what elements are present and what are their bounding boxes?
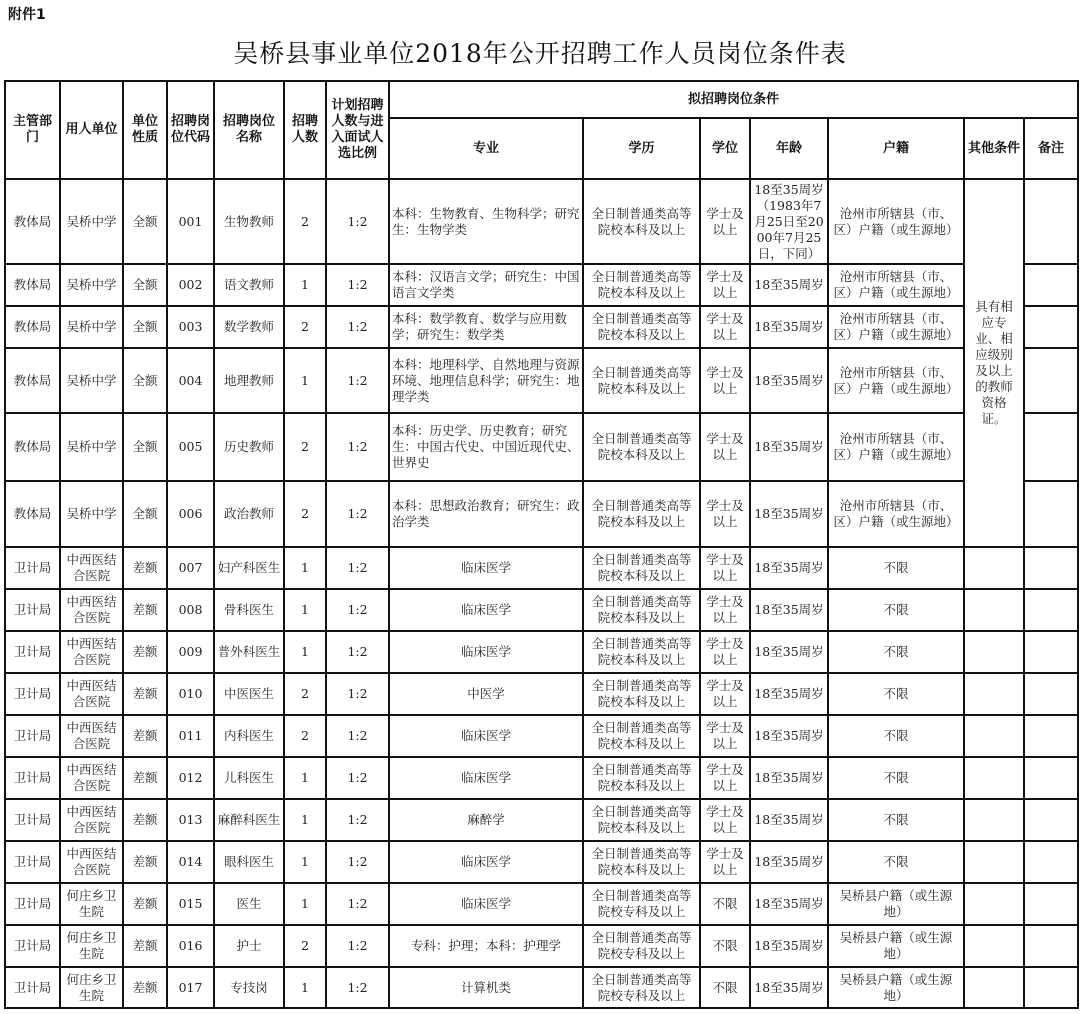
cell-dept: 卫计局 bbox=[5, 841, 60, 883]
cell-code: 009 bbox=[167, 631, 214, 673]
table-row bbox=[5, 264, 1078, 306]
cell-code: 001 bbox=[167, 179, 214, 264]
cell-nature: 差额 bbox=[123, 673, 167, 715]
cell-dept: 卫计局 bbox=[5, 967, 60, 1008]
cell-education: 全日制普通类高等院校本科及以上 bbox=[583, 264, 700, 306]
cell-remarks bbox=[1024, 757, 1078, 799]
recruitment-table bbox=[4, 80, 1079, 1009]
cell-count: 1 bbox=[284, 348, 326, 413]
cell-other bbox=[964, 589, 1024, 631]
cell-remarks bbox=[1024, 925, 1078, 967]
cell-other bbox=[964, 631, 1024, 673]
header-other: 其他条件 bbox=[964, 118, 1024, 179]
cell-remarks bbox=[1024, 883, 1078, 925]
cell-age: 18至35周岁 bbox=[750, 799, 828, 841]
cell-unit: 中西医结合医院 bbox=[60, 547, 123, 589]
table-row bbox=[5, 547, 1078, 589]
cell-post: 中医医生 bbox=[214, 673, 284, 715]
cell-age: 18至35周岁 bbox=[750, 925, 828, 967]
cell-count: 1 bbox=[284, 883, 326, 925]
cell-count: 1 bbox=[284, 589, 326, 631]
table-row bbox=[5, 967, 1078, 1008]
cell-dept: 卫计局 bbox=[5, 715, 60, 757]
table-row bbox=[5, 841, 1078, 883]
cell-nature: 全额 bbox=[123, 348, 167, 413]
cell-unit: 吴桥中学 bbox=[60, 413, 123, 481]
cell-education: 全日制普通类高等院校专科及以上 bbox=[583, 883, 700, 925]
cell-other bbox=[964, 715, 1024, 757]
cell-code: 015 bbox=[167, 883, 214, 925]
cell-nature: 差额 bbox=[123, 715, 167, 757]
cell-hukou: 吴桥县户籍（或生源地） bbox=[828, 967, 964, 1008]
table-row bbox=[5, 631, 1078, 673]
cell-dept: 卫计局 bbox=[5, 547, 60, 589]
cell-ratio: 1:2 bbox=[326, 715, 389, 757]
cell-count: 2 bbox=[284, 673, 326, 715]
cell-ratio: 1:2 bbox=[326, 413, 389, 481]
cell-hukou: 沧州市所辖县（市、区）户籍（或生源地） bbox=[828, 348, 964, 413]
cell-hukou: 不限 bbox=[828, 631, 964, 673]
cell-degree: 学士及以上 bbox=[700, 481, 750, 547]
cell-count: 2 bbox=[284, 306, 326, 348]
attachment-label: 附件1 bbox=[8, 7, 46, 23]
cell-age: 18至35周岁 bbox=[750, 757, 828, 799]
header-age: 年龄 bbox=[750, 118, 828, 179]
cell-other bbox=[964, 799, 1024, 841]
table-row bbox=[5, 757, 1078, 799]
cell-unit: 吴桥中学 bbox=[60, 179, 123, 264]
header-major: 专业 bbox=[389, 118, 583, 179]
cell-other bbox=[964, 757, 1024, 799]
page-title: 吴桥县事业单位2018年公开招聘工作人员岗位条件表 bbox=[233, 39, 847, 68]
cell-ratio: 1:2 bbox=[326, 799, 389, 841]
cell-age: 18至35周岁 bbox=[750, 306, 828, 348]
cell-degree: 学士及以上 bbox=[700, 348, 750, 413]
cell-education: 全日制普通类高等院校本科及以上 bbox=[583, 757, 700, 799]
cell-nature: 全额 bbox=[123, 264, 167, 306]
cell-code: 004 bbox=[167, 348, 214, 413]
cell-major: 临床医学 bbox=[389, 883, 583, 925]
table-row bbox=[5, 589, 1078, 631]
cell-remarks bbox=[1024, 264, 1078, 306]
cell-age: 18至35周岁 bbox=[750, 841, 828, 883]
cell-other bbox=[964, 841, 1024, 883]
cell-major: 本科：思想政治教育；研究生：政治学类 bbox=[389, 481, 583, 547]
cell-unit: 中西医结合医院 bbox=[60, 715, 123, 757]
cell-dept: 教体局 bbox=[5, 413, 60, 481]
cell-education: 全日制普通类高等院校本科及以上 bbox=[583, 673, 700, 715]
cell-nature: 差额 bbox=[123, 547, 167, 589]
cell-ratio: 1:2 bbox=[326, 841, 389, 883]
cell-post: 专技岗 bbox=[214, 967, 284, 1008]
cell-major: 临床医学 bbox=[389, 547, 583, 589]
cell-unit: 何庄乡卫生院 bbox=[60, 883, 123, 925]
cell-code: 010 bbox=[167, 673, 214, 715]
cell-remarks bbox=[1024, 715, 1078, 757]
header-code: 招聘岗位代码 bbox=[167, 81, 214, 179]
cell-other bbox=[964, 673, 1024, 715]
cell-count: 1 bbox=[284, 799, 326, 841]
cell-unit: 吴桥中学 bbox=[60, 264, 123, 306]
cell-ratio: 1:2 bbox=[326, 481, 389, 547]
cell-hukou: 不限 bbox=[828, 547, 964, 589]
cell-education: 全日制普通类高等院校本科及以上 bbox=[583, 547, 700, 589]
cell-remarks bbox=[1024, 631, 1078, 673]
cell-dept: 教体局 bbox=[5, 481, 60, 547]
cell-education: 全日制普通类高等院校专科及以上 bbox=[583, 967, 700, 1008]
cell-nature: 差额 bbox=[123, 841, 167, 883]
table-row bbox=[5, 883, 1078, 925]
cell-ratio: 1:2 bbox=[326, 757, 389, 799]
cell-major: 临床医学 bbox=[389, 589, 583, 631]
cell-age: 18至35周岁 bbox=[750, 547, 828, 589]
cell-unit: 何庄乡卫生院 bbox=[60, 925, 123, 967]
cell-degree: 学士及以上 bbox=[700, 757, 750, 799]
cell-nature: 差额 bbox=[123, 757, 167, 799]
cell-ratio: 1:2 bbox=[326, 547, 389, 589]
cell-post: 地理教师 bbox=[214, 348, 284, 413]
cell-hukou: 不限 bbox=[828, 589, 964, 631]
header-count: 招聘人数 bbox=[284, 81, 326, 179]
cell-post: 眼科医生 bbox=[214, 841, 284, 883]
header-ratio: 计划招聘人数与进入面试人选比例 bbox=[326, 81, 389, 179]
cell-code: 006 bbox=[167, 481, 214, 547]
cell-count: 2 bbox=[284, 715, 326, 757]
cell-post: 儿科医生 bbox=[214, 757, 284, 799]
cell-unit: 中西医结合医院 bbox=[60, 799, 123, 841]
cell-major: 麻醉学 bbox=[389, 799, 583, 841]
cell-count: 1 bbox=[284, 967, 326, 1008]
cell-major: 本科：汉语言文学；研究生：中国语言文学类 bbox=[389, 264, 583, 306]
cell-code: 012 bbox=[167, 757, 214, 799]
cell-other-teacher-certificate: 具有相应专业、相应级别及以上的教师资格证。 bbox=[964, 179, 1024, 547]
cell-dept: 卫计局 bbox=[5, 883, 60, 925]
cell-major: 本科：地理科学、自然地理与资源环境、地理信息科学；研究生：地理学类 bbox=[389, 348, 583, 413]
table-row bbox=[5, 179, 1078, 264]
cell-post: 政治教师 bbox=[214, 481, 284, 547]
cell-degree: 学士及以上 bbox=[700, 589, 750, 631]
table-row bbox=[5, 413, 1078, 481]
cell-age: 18至35周岁 bbox=[750, 348, 828, 413]
cell-remarks bbox=[1024, 589, 1078, 631]
cell-degree: 学士及以上 bbox=[700, 306, 750, 348]
cell-education: 全日制普通类高等院校本科及以上 bbox=[583, 306, 700, 348]
cell-post: 妇产科医生 bbox=[214, 547, 284, 589]
cell-age: 18至35周岁 bbox=[750, 413, 828, 481]
cell-degree: 学士及以上 bbox=[700, 715, 750, 757]
cell-hukou: 沧州市所辖县（市、区）户籍（或生源地） bbox=[828, 179, 964, 264]
cell-code: 007 bbox=[167, 547, 214, 589]
cell-hukou: 沧州市所辖县（市、区）户籍（或生源地） bbox=[828, 481, 964, 547]
cell-major: 临床医学 bbox=[389, 841, 583, 883]
table-row bbox=[5, 306, 1078, 348]
cell-ratio: 1:2 bbox=[326, 925, 389, 967]
cell-major: 临床医学 bbox=[389, 631, 583, 673]
cell-nature: 全额 bbox=[123, 481, 167, 547]
cell-nature: 全额 bbox=[123, 413, 167, 481]
cell-major: 本科：历史学、历史教育；研究生：中国古代史、中国近现代史、世界史 bbox=[389, 413, 583, 481]
cell-unit: 吴桥中学 bbox=[60, 481, 123, 547]
cell-other bbox=[964, 925, 1024, 967]
cell-remarks bbox=[1024, 967, 1078, 1008]
cell-dept: 卫计局 bbox=[5, 589, 60, 631]
cell-post: 内科医生 bbox=[214, 715, 284, 757]
cell-dept: 卫计局 bbox=[5, 925, 60, 967]
cell-count: 1 bbox=[284, 757, 326, 799]
cell-unit: 中西医结合医院 bbox=[60, 589, 123, 631]
cell-degree: 不限 bbox=[700, 967, 750, 1008]
cell-remarks bbox=[1024, 673, 1078, 715]
cell-post: 麻醉科医生 bbox=[214, 799, 284, 841]
cell-ratio: 1:2 bbox=[326, 673, 389, 715]
cell-count: 1 bbox=[284, 841, 326, 883]
cell-post: 护士 bbox=[214, 925, 284, 967]
cell-count: 2 bbox=[284, 925, 326, 967]
cell-degree: 学士及以上 bbox=[700, 673, 750, 715]
cell-degree: 学士及以上 bbox=[700, 547, 750, 589]
cell-degree: 学士及以上 bbox=[700, 841, 750, 883]
cell-count: 1 bbox=[284, 264, 326, 306]
cell-hukou: 不限 bbox=[828, 799, 964, 841]
header-hukou: 户籍 bbox=[828, 118, 964, 179]
cell-unit: 吴桥中学 bbox=[60, 348, 123, 413]
header-degree: 学位 bbox=[700, 118, 750, 179]
header-dept: 主管部门 bbox=[5, 81, 60, 179]
cell-dept: 卫计局 bbox=[5, 799, 60, 841]
cell-remarks bbox=[1024, 179, 1078, 264]
cell-unit: 何庄乡卫生院 bbox=[60, 967, 123, 1008]
cell-degree: 学士及以上 bbox=[700, 264, 750, 306]
cell-code: 008 bbox=[167, 589, 214, 631]
cell-age: 18至35周岁 bbox=[750, 967, 828, 1008]
cell-code: 002 bbox=[167, 264, 214, 306]
cell-nature: 差额 bbox=[123, 589, 167, 631]
cell-remarks bbox=[1024, 547, 1078, 589]
cell-dept: 教体局 bbox=[5, 264, 60, 306]
header-nature: 单位性质 bbox=[123, 81, 167, 179]
cell-dept: 卫计局 bbox=[5, 757, 60, 799]
header-unit: 用人单位 bbox=[60, 81, 123, 179]
cell-age: 18至35周岁 bbox=[750, 715, 828, 757]
cell-remarks bbox=[1024, 481, 1078, 547]
cell-post: 骨科医生 bbox=[214, 589, 284, 631]
cell-nature: 差额 bbox=[123, 799, 167, 841]
cell-major: 临床医学 bbox=[389, 715, 583, 757]
cell-post: 普外科医生 bbox=[214, 631, 284, 673]
cell-count: 1 bbox=[284, 631, 326, 673]
cell-code: 013 bbox=[167, 799, 214, 841]
cell-post: 生物教师 bbox=[214, 179, 284, 264]
cell-age: 18至35周岁（1983年7月25日至2000年7月25日，下同） bbox=[750, 179, 828, 264]
cell-post: 语文教师 bbox=[214, 264, 284, 306]
cell-nature: 差额 bbox=[123, 967, 167, 1008]
cell-code: 005 bbox=[167, 413, 214, 481]
cell-post: 医生 bbox=[214, 883, 284, 925]
cell-hukou: 不限 bbox=[828, 757, 964, 799]
cell-age: 18至35周岁 bbox=[750, 631, 828, 673]
cell-education: 全日制普通类高等院校本科及以上 bbox=[583, 413, 700, 481]
cell-degree: 学士及以上 bbox=[700, 631, 750, 673]
cell-education: 全日制普通类高等院校本科及以上 bbox=[583, 715, 700, 757]
cell-code: 003 bbox=[167, 306, 214, 348]
cell-ratio: 1:2 bbox=[326, 631, 389, 673]
cell-hukou: 不限 bbox=[828, 841, 964, 883]
cell-unit: 中西医结合医院 bbox=[60, 631, 123, 673]
cell-nature: 差额 bbox=[123, 883, 167, 925]
cell-ratio: 1:2 bbox=[326, 306, 389, 348]
cell-remarks bbox=[1024, 841, 1078, 883]
cell-education: 全日制普通类高等院校本科及以上 bbox=[583, 589, 700, 631]
cell-hukou: 不限 bbox=[828, 715, 964, 757]
cell-education: 全日制普通类高等院校本科及以上 bbox=[583, 799, 700, 841]
cell-dept: 教体局 bbox=[5, 306, 60, 348]
cell-age: 18至35周岁 bbox=[750, 481, 828, 547]
table-row bbox=[5, 481, 1078, 547]
cell-remarks bbox=[1024, 413, 1078, 481]
cell-education: 全日制普通类高等院校本科及以上 bbox=[583, 179, 700, 264]
cell-count: 2 bbox=[284, 413, 326, 481]
cell-education: 全日制普通类高等院校专科及以上 bbox=[583, 925, 700, 967]
cell-unit: 中西医结合医院 bbox=[60, 757, 123, 799]
cell-ratio: 1:2 bbox=[326, 179, 389, 264]
cell-major: 本科：生物教育、生物科学；研究生：生物学类 bbox=[389, 179, 583, 264]
cell-nature: 全额 bbox=[123, 306, 167, 348]
table-row bbox=[5, 715, 1078, 757]
cell-major: 专科：护理；本科：护理学 bbox=[389, 925, 583, 967]
cell-dept: 教体局 bbox=[5, 179, 60, 264]
cell-degree: 学士及以上 bbox=[700, 413, 750, 481]
cell-hukou: 吴桥县户籍（或生源地） bbox=[828, 925, 964, 967]
cell-hukou: 沧州市所辖县（市、区）户籍（或生源地） bbox=[828, 264, 964, 306]
cell-dept: 教体局 bbox=[5, 348, 60, 413]
table-row bbox=[5, 348, 1078, 413]
cell-education: 全日制普通类高等院校本科及以上 bbox=[583, 631, 700, 673]
cell-dept: 卫计局 bbox=[5, 631, 60, 673]
cell-remarks bbox=[1024, 348, 1078, 413]
cell-education: 全日制普通类高等院校本科及以上 bbox=[583, 841, 700, 883]
header-conditions-group: 拟招聘岗位条件 bbox=[389, 81, 1078, 118]
cell-hukou: 不限 bbox=[828, 673, 964, 715]
cell-code: 011 bbox=[167, 715, 214, 757]
cell-other bbox=[964, 883, 1024, 925]
header-education: 学历 bbox=[583, 118, 700, 179]
cell-hukou: 吴桥县户籍（或生源地） bbox=[828, 883, 964, 925]
cell-major: 临床医学 bbox=[389, 757, 583, 799]
cell-degree: 学士及以上 bbox=[700, 799, 750, 841]
table-row bbox=[5, 925, 1078, 967]
cell-post: 历史教师 bbox=[214, 413, 284, 481]
cell-ratio: 1:2 bbox=[326, 967, 389, 1008]
cell-major: 中医学 bbox=[389, 673, 583, 715]
cell-age: 18至35周岁 bbox=[750, 589, 828, 631]
cell-nature: 差额 bbox=[123, 925, 167, 967]
cell-education: 全日制普通类高等院校本科及以上 bbox=[583, 348, 700, 413]
cell-remarks bbox=[1024, 799, 1078, 841]
table-row bbox=[5, 799, 1078, 841]
cell-major: 本科：数学教育、数学与应用数学；研究生：数学类 bbox=[389, 306, 583, 348]
cell-age: 18至35周岁 bbox=[750, 264, 828, 306]
cell-count: 2 bbox=[284, 481, 326, 547]
cell-degree: 不限 bbox=[700, 925, 750, 967]
cell-unit: 中西医结合医院 bbox=[60, 841, 123, 883]
cell-post: 数学教师 bbox=[214, 306, 284, 348]
cell-ratio: 1:2 bbox=[326, 264, 389, 306]
cell-degree: 不限 bbox=[700, 883, 750, 925]
cell-education: 全日制普通类高等院校本科及以上 bbox=[583, 481, 700, 547]
cell-major: 计算机类 bbox=[389, 967, 583, 1008]
cell-code: 017 bbox=[167, 967, 214, 1008]
header-post: 招聘岗位名称 bbox=[214, 81, 284, 179]
cell-dept: 卫计局 bbox=[5, 673, 60, 715]
cell-hukou: 沧州市所辖县（市、区）户籍（或生源地） bbox=[828, 413, 964, 481]
cell-ratio: 1:2 bbox=[326, 348, 389, 413]
cell-hukou: 沧州市所辖县（市、区）户籍（或生源地） bbox=[828, 306, 964, 348]
table-row bbox=[5, 673, 1078, 715]
cell-count: 2 bbox=[284, 179, 326, 264]
cell-unit: 吴桥中学 bbox=[60, 306, 123, 348]
cell-count: 1 bbox=[284, 547, 326, 589]
cell-other bbox=[964, 547, 1024, 589]
cell-degree: 学士及以上 bbox=[700, 179, 750, 264]
cell-nature: 差额 bbox=[123, 631, 167, 673]
cell-ratio: 1:2 bbox=[326, 883, 389, 925]
cell-age: 18至35周岁 bbox=[750, 883, 828, 925]
cell-unit: 中西医结合医院 bbox=[60, 673, 123, 715]
cell-other bbox=[964, 967, 1024, 1008]
cell-remarks bbox=[1024, 306, 1078, 348]
cell-age: 18至35周岁 bbox=[750, 673, 828, 715]
cell-nature: 全额 bbox=[123, 179, 167, 264]
cell-code: 016 bbox=[167, 925, 214, 967]
cell-code: 014 bbox=[167, 841, 214, 883]
header-remarks: 备注 bbox=[1024, 118, 1078, 179]
cell-ratio: 1:2 bbox=[326, 589, 389, 631]
